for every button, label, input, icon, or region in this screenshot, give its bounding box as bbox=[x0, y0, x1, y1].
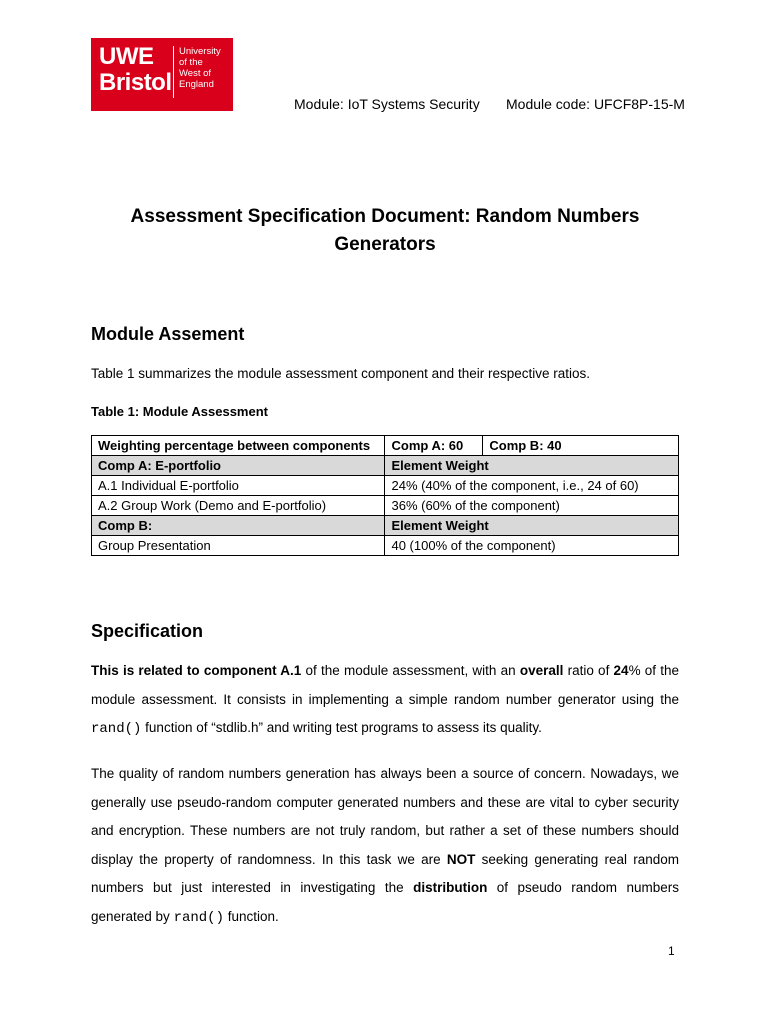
table-cell: Element Weight bbox=[385, 456, 679, 476]
table-row bbox=[92, 456, 679, 476]
header-module-code: Module code: UFCF8P-15-M bbox=[506, 96, 685, 112]
table-cell: Element Weight bbox=[385, 516, 679, 536]
paragraph-text: The quality of random numbers generation has always been a source of concern. Nowadays, we generally use pseudo-random computer generated numbers and these are vital to cyber security and encryption. These numbers are not truly random, but rather a set of these numbers should display the property of randomness. In this task we are bbox=[91, 766, 679, 867]
paragraph-text: % of the module assessment. It consists in implementing a simple random number generator using the bbox=[91, 663, 680, 707]
section-heading-specification: Specification bbox=[91, 621, 204, 641]
bold-text: This is related to component A.1 bbox=[91, 663, 302, 678]
bold-text: NOT bbox=[446, 851, 476, 867]
specification-paragraph-1 bbox=[91, 657, 679, 744]
paragraph-text: function of “stdlib.h” and writing test programs to assess its quality. bbox=[141, 720, 542, 735]
table-cell: Comp A: 60 bbox=[385, 436, 483, 456]
section-heading-module-assessment: Module Assement bbox=[91, 324, 245, 344]
paragraph-text: ratio of bbox=[563, 663, 614, 678]
paragraph-text: seeking generating real random numbers but just interested in investigating the bbox=[91, 851, 679, 895]
table-cell: A.2 Group Work (Demo and E-portfolio) bbox=[92, 496, 385, 516]
document-title: Assessment Specification Document: Random Numbers Generators bbox=[130, 206, 640, 255]
logo-divider bbox=[173, 46, 174, 98]
module-assessment-intro: Table 1 summarizes the module assessment component and their respective ratios. bbox=[91, 366, 590, 381]
header-module-name: Module: IoT Systems Security bbox=[294, 96, 480, 112]
inline-code: rand() bbox=[173, 909, 224, 926]
table-row bbox=[92, 496, 679, 516]
page-number: 1 bbox=[668, 944, 675, 958]
table-cell: Comp B: 40 bbox=[483, 436, 679, 456]
table-row bbox=[92, 476, 679, 496]
table-row bbox=[92, 516, 679, 536]
table-cell: A.1 Individual E-portfolio bbox=[92, 476, 385, 496]
inline-code: rand() bbox=[91, 721, 142, 737]
paragraph-text: of pseudo random numbers generated by bbox=[91, 880, 679, 924]
module-assessment-table bbox=[91, 435, 679, 556]
table-caption: Table 1: Module Assessment bbox=[91, 404, 268, 419]
logo-line-bristol: Bristol bbox=[99, 69, 172, 96]
logo-line-uwe: UWE bbox=[99, 43, 154, 70]
table-cell: 40 (100% of the component) bbox=[385, 536, 679, 556]
table-cell: Comp A: E-portfolio bbox=[92, 456, 385, 476]
logo-university-text: University of the West of England bbox=[179, 46, 221, 90]
paragraph-text: of the module assessment, with an bbox=[301, 663, 520, 678]
table-row bbox=[92, 536, 679, 556]
specification-paragraph-2 bbox=[91, 760, 679, 932]
bold-text: distribution bbox=[413, 880, 488, 895]
uwe-bristol-logo bbox=[91, 38, 233, 111]
table-cell: 36% (60% of the component) bbox=[385, 496, 679, 516]
bold-text: overall bbox=[519, 663, 564, 678]
table-cell: 24% (40% of the component, i.e., 24 of 60) bbox=[385, 476, 679, 496]
table-row bbox=[92, 436, 679, 456]
table-cell: Comp B: bbox=[92, 516, 385, 536]
table-cell: Group Presentation bbox=[92, 536, 385, 556]
paragraph-text: function. bbox=[223, 908, 279, 924]
table-cell: Weighting percentage between components bbox=[92, 436, 385, 456]
bold-text: 24 bbox=[613, 663, 629, 678]
